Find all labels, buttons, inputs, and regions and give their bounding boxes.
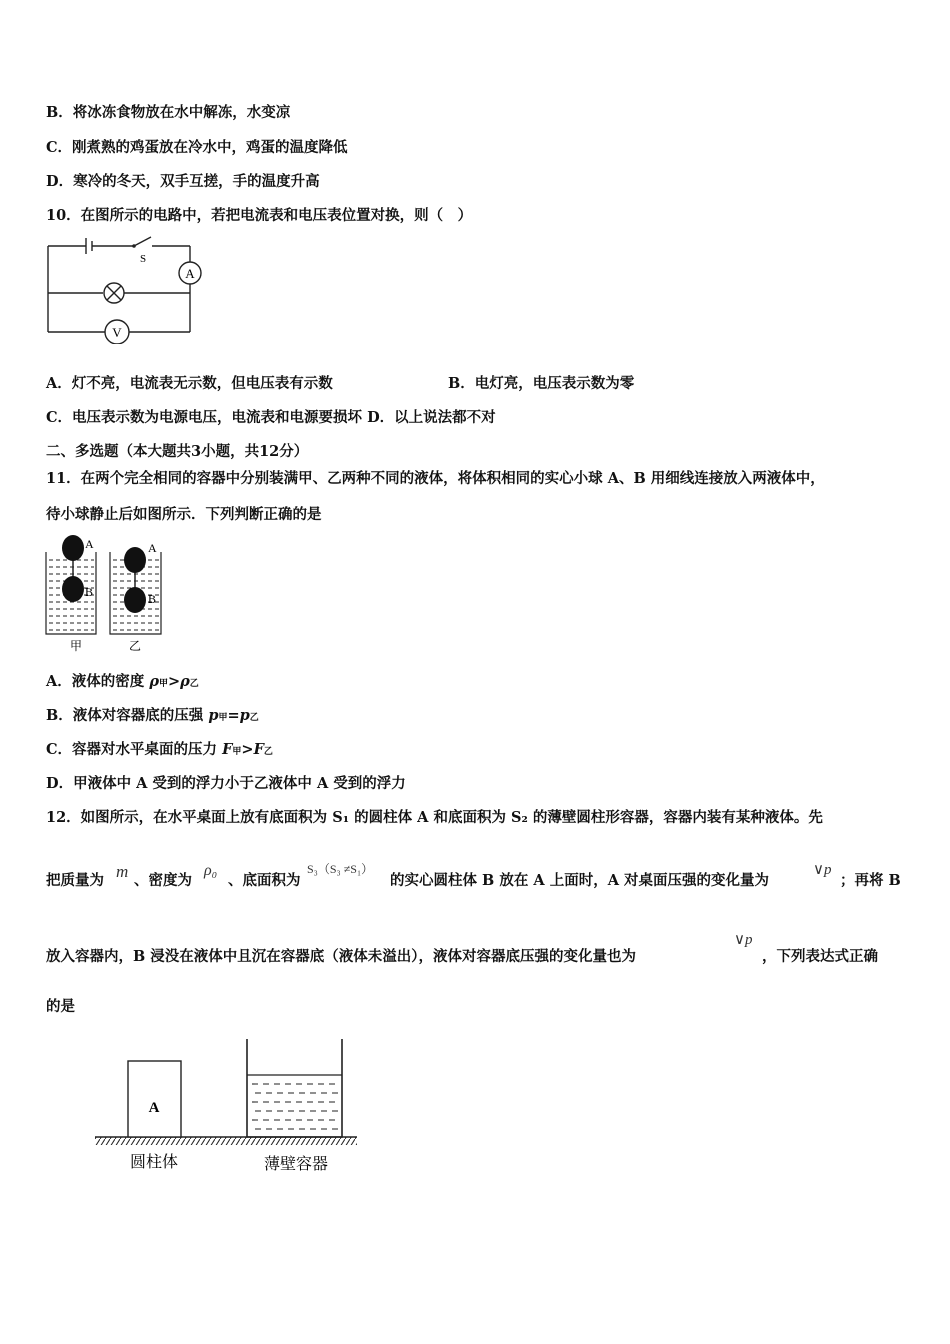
switch-label: S	[140, 253, 147, 265]
q12-symbol-s3-expression: S₃（S₃ ≠S₁）	[307, 862, 374, 876]
q12-text-density: 、密度为	[134, 872, 192, 889]
label-a-right: A	[148, 541, 157, 555]
cylinder-a-label: A	[148, 1100, 160, 1116]
label-thin-container: 薄壁容器	[263, 1156, 329, 1173]
q12-stem-line3: 放入容器内，B 浸没在液体中且沉在容器底（液体未溢出），液体对容器底压强的变化量也为	[46, 948, 637, 965]
ball-b-left	[62, 576, 84, 602]
q12-stem-line4: 的是	[46, 998, 75, 1015]
label-yi: 乙	[129, 639, 142, 653]
cylinder-a	[128, 1061, 181, 1137]
voltmeter-label: V	[112, 325, 122, 340]
section-title-multiple-choice: 二、多选题（本大题共3小题，共12分）	[46, 443, 309, 460]
ball-b-right	[124, 587, 146, 613]
ball-a-right	[124, 547, 146, 573]
q12-symbol-delta-p-2: ∨p	[734, 932, 753, 948]
q11-option-c: C．容器对水平桌面的压力 F甲>F乙	[46, 741, 273, 758]
q12-symbol-m: m	[116, 862, 129, 881]
q12-cylinder-container-diagram	[95, 1035, 360, 1175]
q10-option-b: B．电灯亮，电压表示数为零	[448, 375, 635, 392]
q12-symbol-delta-p-1: ∨p	[813, 862, 832, 878]
q10-option-a: A．灯不亮，电流表无示数，但电压表有示数	[46, 375, 333, 392]
q12-text-place-on-a: 的实心圆柱体 B 放在 A 上面时，A 对桌面压强的变化量为	[390, 872, 769, 889]
q10-option-cd: C．电压表示数为电源电压，电流表和电源要损坏 D．以上说法都不对	[46, 409, 496, 426]
q12-text-area: 、底面积为	[228, 872, 301, 889]
q11-option-b: B．液体对容器底的压强 p甲=p乙	[46, 707, 259, 724]
q12-stem-line3-end: ，下列表达式正确	[762, 948, 878, 965]
q11-containers-diagram	[40, 530, 180, 656]
q9-option-b: B．将冰冻食物放在水中解冻，水变凉	[46, 104, 291, 121]
label-b-left: B	[85, 585, 94, 599]
q12-symbol-rho0: ρ₀	[204, 862, 218, 879]
label-cylinder: 圆柱体	[129, 1154, 179, 1171]
q9-option-d: D．寒冷的冬天，双手互搓，手的温度升高	[46, 173, 320, 190]
ball-a-left	[62, 535, 84, 561]
ammeter-label: A	[185, 266, 195, 281]
q10-circuit-diagram	[40, 232, 215, 344]
label-a-left: A	[85, 537, 94, 551]
label-b-right: B	[148, 592, 157, 606]
switch-blade	[134, 237, 151, 246]
q11-option-a: A．液体的密度 ρ甲>ρ乙	[46, 673, 199, 690]
q11-stem-line1: 11．在两个完全相同的容器中分别装满甲、乙两种不同的液体，将体积相同的实心小球 A、B 用细线连接放入两液体中，	[46, 470, 825, 487]
label-jia: 甲	[70, 639, 83, 653]
table-hatching	[95, 1137, 357, 1145]
q12-stem-line1: 12．如图所示，在水平桌面上放有底面积为 S₁ 的圆柱体 A 和底面积为 S₂ 的薄壁圆柱形容器，容器内装有某种液体。先	[46, 809, 823, 826]
q12-text-mass: 把质量为	[46, 872, 104, 889]
q9-option-c: C．刚煮熟的鸡蛋放在冷水中，鸡蛋的温度降低	[46, 139, 348, 156]
q11-stem-line2: 待小球静止后如图所示．下列判断正确的是	[46, 506, 322, 523]
q12-text-then-b: ；再将 B	[840, 872, 901, 889]
q11-option-d: D．甲液体中 A 受到的浮力小于乙液体中 A 受到的浮力	[46, 775, 406, 792]
thin-wall-container	[247, 1039, 342, 1137]
q10-stem: 10．在图所示的电路中，若把电流表和电压表位置对换，则（ ）	[46, 207, 473, 224]
